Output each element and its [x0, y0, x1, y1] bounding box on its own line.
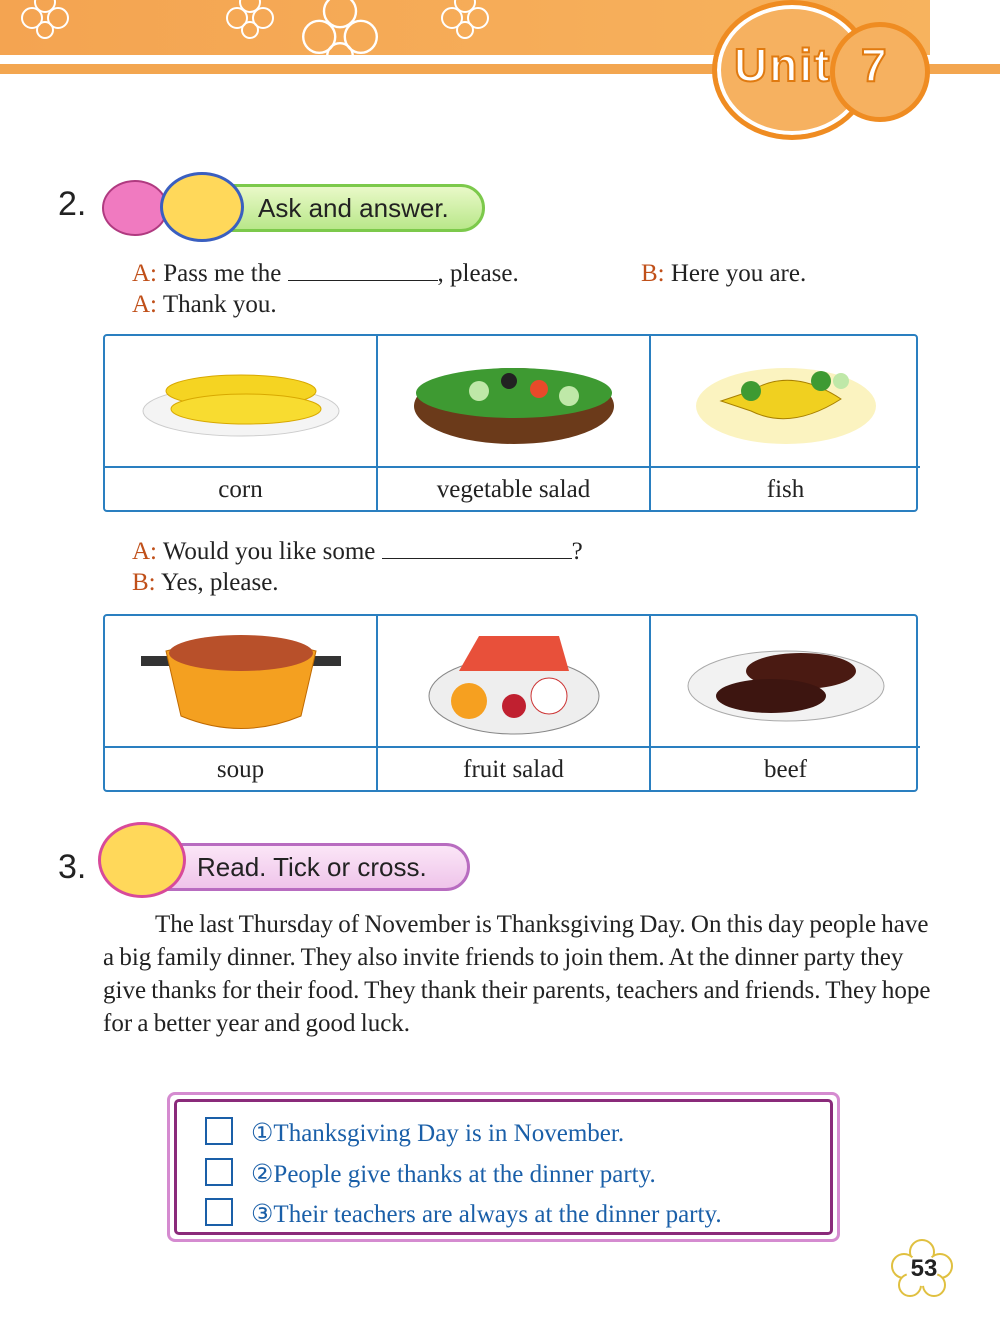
fish-image: [651, 336, 920, 466]
dialogue-line: A: Thank you.: [132, 291, 277, 318]
food-label: vegetable salad: [378, 466, 651, 512]
corn-image: [105, 336, 378, 466]
salad-image: [378, 336, 651, 466]
dialogue-line: B: Yes, please.: [132, 569, 279, 596]
mascot-icon: [160, 172, 244, 242]
dialogue-line: B: Here you are.: [641, 260, 807, 287]
food-label: corn: [105, 466, 378, 512]
section-number: 3.: [58, 848, 87, 886]
fruit-salad-image: [378, 616, 651, 746]
answer-blank: [288, 280, 438, 281]
flower-decoration-icon: [300, 0, 380, 72]
tick-checkbox[interactable]: [205, 1158, 233, 1186]
reading-passage: The last Thursday of November is Thanksgiving Day. On this day people have a big family dinner. They also invite friends to join them. At the dinner party they give thanks for their food. They thank their parents, teachers and friends. They hope for a better year and good luck.: [103, 911, 931, 1037]
mascot-icon: [98, 822, 186, 898]
flower-decoration-icon: [440, 0, 490, 40]
tick-checkbox[interactable]: [205, 1117, 233, 1145]
statement-item: ①Thanksgiving Day is in November.: [205, 1117, 624, 1148]
flower-decoration-icon: [20, 0, 70, 40]
statements-box: [167, 1092, 840, 1242]
food-grid-1: [103, 334, 918, 512]
section-number: 2.: [58, 185, 87, 223]
food-grid-2: [103, 614, 918, 792]
section-title: Read. Tick or cross.: [140, 843, 470, 891]
food-label: fruit salad: [378, 746, 651, 792]
dialogue-line: A: Would you like some ?: [132, 538, 583, 565]
page-number: 53: [910, 1255, 938, 1282]
statement-item: ③Their teachers are always at the dinner party.: [205, 1198, 722, 1229]
unit-title: Unit 7: [734, 39, 889, 91]
dialogue-line: A: Pass me the , please.: [132, 260, 519, 287]
food-label: fish: [651, 466, 920, 512]
statement-item: ②People give thanks at the dinner party.: [205, 1158, 656, 1189]
food-label: soup: [105, 746, 378, 792]
section-title: Ask and answer.: [185, 184, 485, 232]
mascot-icon: [102, 180, 168, 236]
beef-image: [651, 616, 920, 746]
tick-checkbox[interactable]: [205, 1198, 233, 1226]
flower-decoration-icon: [225, 0, 275, 40]
food-label: beef: [651, 746, 920, 792]
soup-image: [105, 616, 378, 746]
answer-blank: [382, 558, 572, 559]
